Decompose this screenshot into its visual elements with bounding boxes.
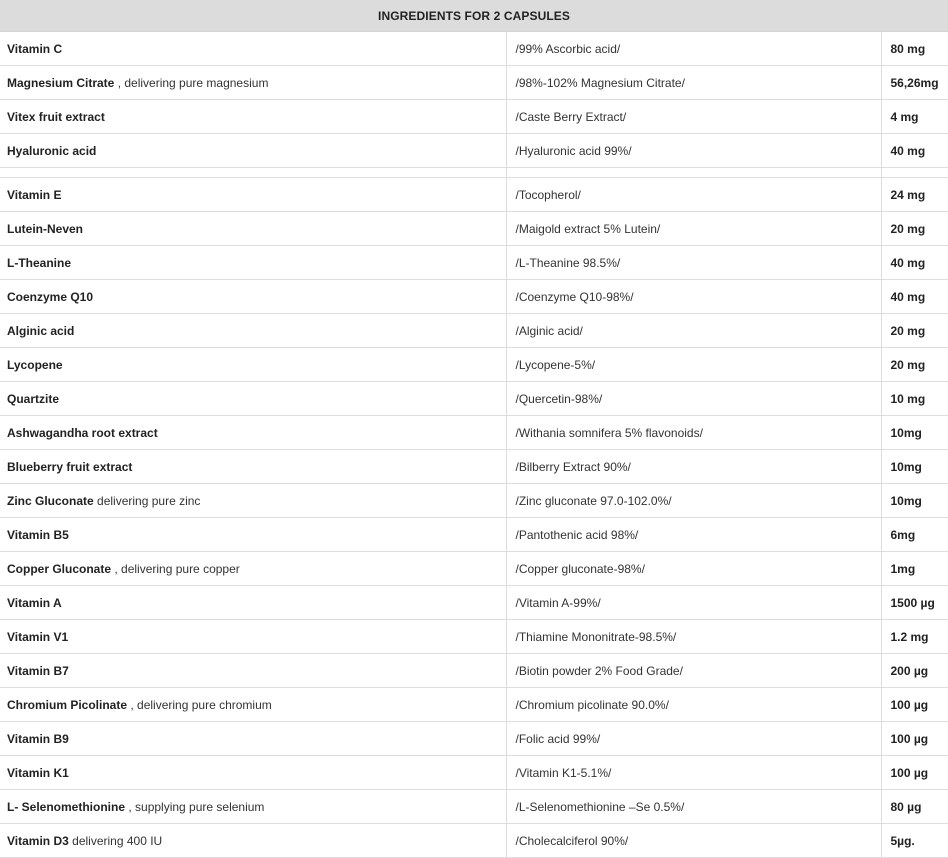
table-row: [0, 134, 948, 168]
table-row: [0, 824, 948, 858]
ingredient-name: L-Theanine: [7, 255, 72, 270]
ingredient-name-cell: [0, 620, 506, 654]
ingredient-name: Quartzite: [7, 391, 60, 406]
ingredient-amount: 24 mg: [881, 178, 948, 212]
table-row: [0, 280, 948, 314]
ingredient-note: , delivering pure magnesium: [114, 75, 269, 90]
ingredient-name-cell: [0, 416, 506, 450]
ingredient-form: /Hyaluronic acid 99%/: [506, 134, 881, 168]
table-row: [0, 382, 948, 416]
ingredient-name-cell: [0, 654, 506, 688]
table-row: [0, 654, 948, 688]
ingredient-name-cell: [0, 178, 506, 212]
ingredient-note: delivering pure zinc: [93, 493, 201, 508]
ingredient-amount: 80 mg: [881, 32, 948, 66]
table-row: [0, 586, 948, 620]
table-row: [0, 552, 948, 586]
ingredient-name-cell: [0, 246, 506, 280]
table-row: [0, 212, 948, 246]
ingredient-amount: 5µg.: [881, 824, 948, 858]
ingredient-amount: 200 µg: [881, 654, 948, 688]
table-header-row: [0, 0, 948, 32]
ingredient-form: /Copper gluconate-98%/: [506, 552, 881, 586]
ingredient-name: Chromium Picolinate: [7, 697, 128, 712]
ingredient-name: Vitamin E: [7, 187, 62, 202]
table-row: [0, 416, 948, 450]
ingredient-form: /Maigold extract 5% Lutein/: [506, 212, 881, 246]
ingredient-amount: 20 mg: [881, 314, 948, 348]
ingredient-name: Lutein-Neven: [7, 221, 84, 236]
ingredient-name-cell: [0, 100, 506, 134]
ingredient-form: /Thiamine Mononitrate-98.5%/: [506, 620, 881, 654]
ingredient-form: /Folic acid 99%/: [506, 722, 881, 756]
table-row: [0, 756, 948, 790]
ingredient-name-cell: [0, 688, 506, 722]
ingredient-form: /Caste Berry Extract/: [506, 100, 881, 134]
ingredient-name: Vitamin K1: [7, 765, 69, 780]
ingredient-name-cell: [0, 722, 506, 756]
ingredient-amount: 40 mg: [881, 280, 948, 314]
ingredient-form: /99% Ascorbic acid/: [506, 32, 881, 66]
ingredient-name-cell: [0, 824, 506, 858]
ingredient-name-cell: [0, 66, 506, 100]
table-body: [0, 32, 948, 858]
table-row: [0, 178, 948, 212]
table-row: [0, 32, 948, 66]
ingredient-form: /Coenzyme Q10-98%/: [506, 280, 881, 314]
ingredient-name-cell: [0, 134, 506, 168]
ingredient-name: Vitamin V1: [7, 629, 69, 644]
ingredient-name-cell: [0, 518, 506, 552]
ingredient-form: /L-Theanine 98.5%/: [506, 246, 881, 280]
ingredient-amount: 100 µg: [881, 688, 948, 722]
ingredient-form: /Quercetin-98%/: [506, 382, 881, 416]
ingredient-form: /Chromium picolinate 90.0%/: [506, 688, 881, 722]
ingredient-name: Vitamin B7: [7, 663, 69, 678]
table-row: [0, 66, 948, 100]
ingredient-amount: 10 mg: [881, 382, 948, 416]
ingredient-form: /Biotin powder 2% Food Grade/: [506, 654, 881, 688]
ingredient-amount: 1.2 mg: [881, 620, 948, 654]
ingredient-form: /Lycopene-5%/: [506, 348, 881, 382]
ingredient-name: Vitamin B9: [7, 731, 69, 746]
ingredient-amount: 10mg: [881, 416, 948, 450]
ingredient-name: Vitamin C: [7, 41, 63, 56]
ingredient-form: /Zinc gluconate 97.0-102.0%/: [506, 484, 881, 518]
table-title: INGREDIENTS FOR 2 CAPSULES: [0, 0, 948, 32]
ingredient-form: /Vitamin K1-5.1%/: [506, 756, 881, 790]
table-row: [0, 314, 948, 348]
table-row: [0, 518, 948, 552]
ingredient-name-cell: [0, 756, 506, 790]
spacer-cell: [881, 168, 948, 178]
table-row: [0, 484, 948, 518]
table-row: [0, 450, 948, 484]
ingredient-form: /L-Selenomethionine –Se 0.5%/: [506, 790, 881, 824]
table-row: [0, 722, 948, 756]
ingredient-amount: 80 µg: [881, 790, 948, 824]
ingredient-name-cell: [0, 586, 506, 620]
table-row: [0, 790, 948, 824]
ingredient-form: /Withania somnifera 5% flavonoids/: [506, 416, 881, 450]
ingredient-name: Lycopene: [7, 357, 63, 372]
ingredient-name: Vitamin B5: [7, 527, 69, 542]
ingredient-name: Vitamin A: [7, 595, 62, 610]
ingredient-form: /Cholecalciferol 90%/: [506, 824, 881, 858]
ingredient-form: /98%-102% Magnesium Citrate/: [506, 66, 881, 100]
ingredient-amount: 1mg: [881, 552, 948, 586]
ingredient-name-cell: [0, 212, 506, 246]
ingredient-form: /Pantothenic acid 98%/: [506, 518, 881, 552]
ingredient-name: Copper Gluconate: [7, 561, 112, 576]
ingredient-name-cell: [0, 314, 506, 348]
ingredient-name-cell: [0, 32, 506, 66]
ingredient-name-cell: [0, 552, 506, 586]
ingredient-name-cell: [0, 348, 506, 382]
ingredient-name-cell: [0, 280, 506, 314]
ingredient-amount: 40 mg: [881, 134, 948, 168]
ingredient-name-cell: [0, 790, 506, 824]
ingredient-form: /Vitamin A-99%/: [506, 586, 881, 620]
table-row: [0, 688, 948, 722]
ingredient-amount: 10mg: [881, 450, 948, 484]
ingredient-amount: 40 mg: [881, 246, 948, 280]
ingredient-name: Magnesium Citrate: [7, 75, 115, 90]
ingredient-name: L- Selenomethionine: [7, 799, 126, 814]
ingredient-name: Vitamin D3: [7, 833, 69, 848]
ingredient-note: , supplying pure selenium: [125, 799, 265, 814]
ingredient-form: /Bilberry Extract 90%/: [506, 450, 881, 484]
ingredient-name: Alginic acid: [7, 323, 75, 338]
ingredient-name: Ashwagandha root extract: [7, 425, 158, 440]
ingredient-amount: 56,26mg: [881, 66, 948, 100]
table-row: [0, 348, 948, 382]
ingredient-name-cell: [0, 484, 506, 518]
ingredient-name-cell: [0, 382, 506, 416]
ingredient-form: /Alginic acid/: [506, 314, 881, 348]
table-row: [0, 620, 948, 654]
ingredient-note: , delivering pure chromium: [127, 697, 272, 712]
ingredient-note: delivering 400 IU: [68, 833, 163, 848]
spacer-row: [0, 168, 948, 178]
ingredient-note: , delivering pure copper: [111, 561, 240, 576]
table-row: [0, 246, 948, 280]
ingredient-amount: 6mg: [881, 518, 948, 552]
spacer-cell: [0, 168, 506, 178]
ingredient-amount: 4 mg: [881, 100, 948, 134]
spacer-cell: [506, 168, 881, 178]
ingredient-amount: 20 mg: [881, 212, 948, 246]
ingredient-name: Blueberry fruit extract: [7, 459, 133, 474]
ingredient-amount: 100 µg: [881, 722, 948, 756]
ingredient-form: /Tocopherol/: [506, 178, 881, 212]
ingredient-name: Vitex fruit extract: [7, 109, 105, 124]
ingredient-name: Zinc Gluconate: [7, 493, 94, 508]
table-row: [0, 100, 948, 134]
ingredient-name: Hyaluronic acid: [7, 143, 97, 158]
ingredient-amount: 100 µg: [881, 756, 948, 790]
ingredient-name: Coenzyme Q10: [7, 289, 94, 304]
ingredient-amount: 20 mg: [881, 348, 948, 382]
ingredient-name-cell: [0, 450, 506, 484]
ingredient-amount: 10mg: [881, 484, 948, 518]
ingredient-amount: 1500 µg: [881, 586, 948, 620]
